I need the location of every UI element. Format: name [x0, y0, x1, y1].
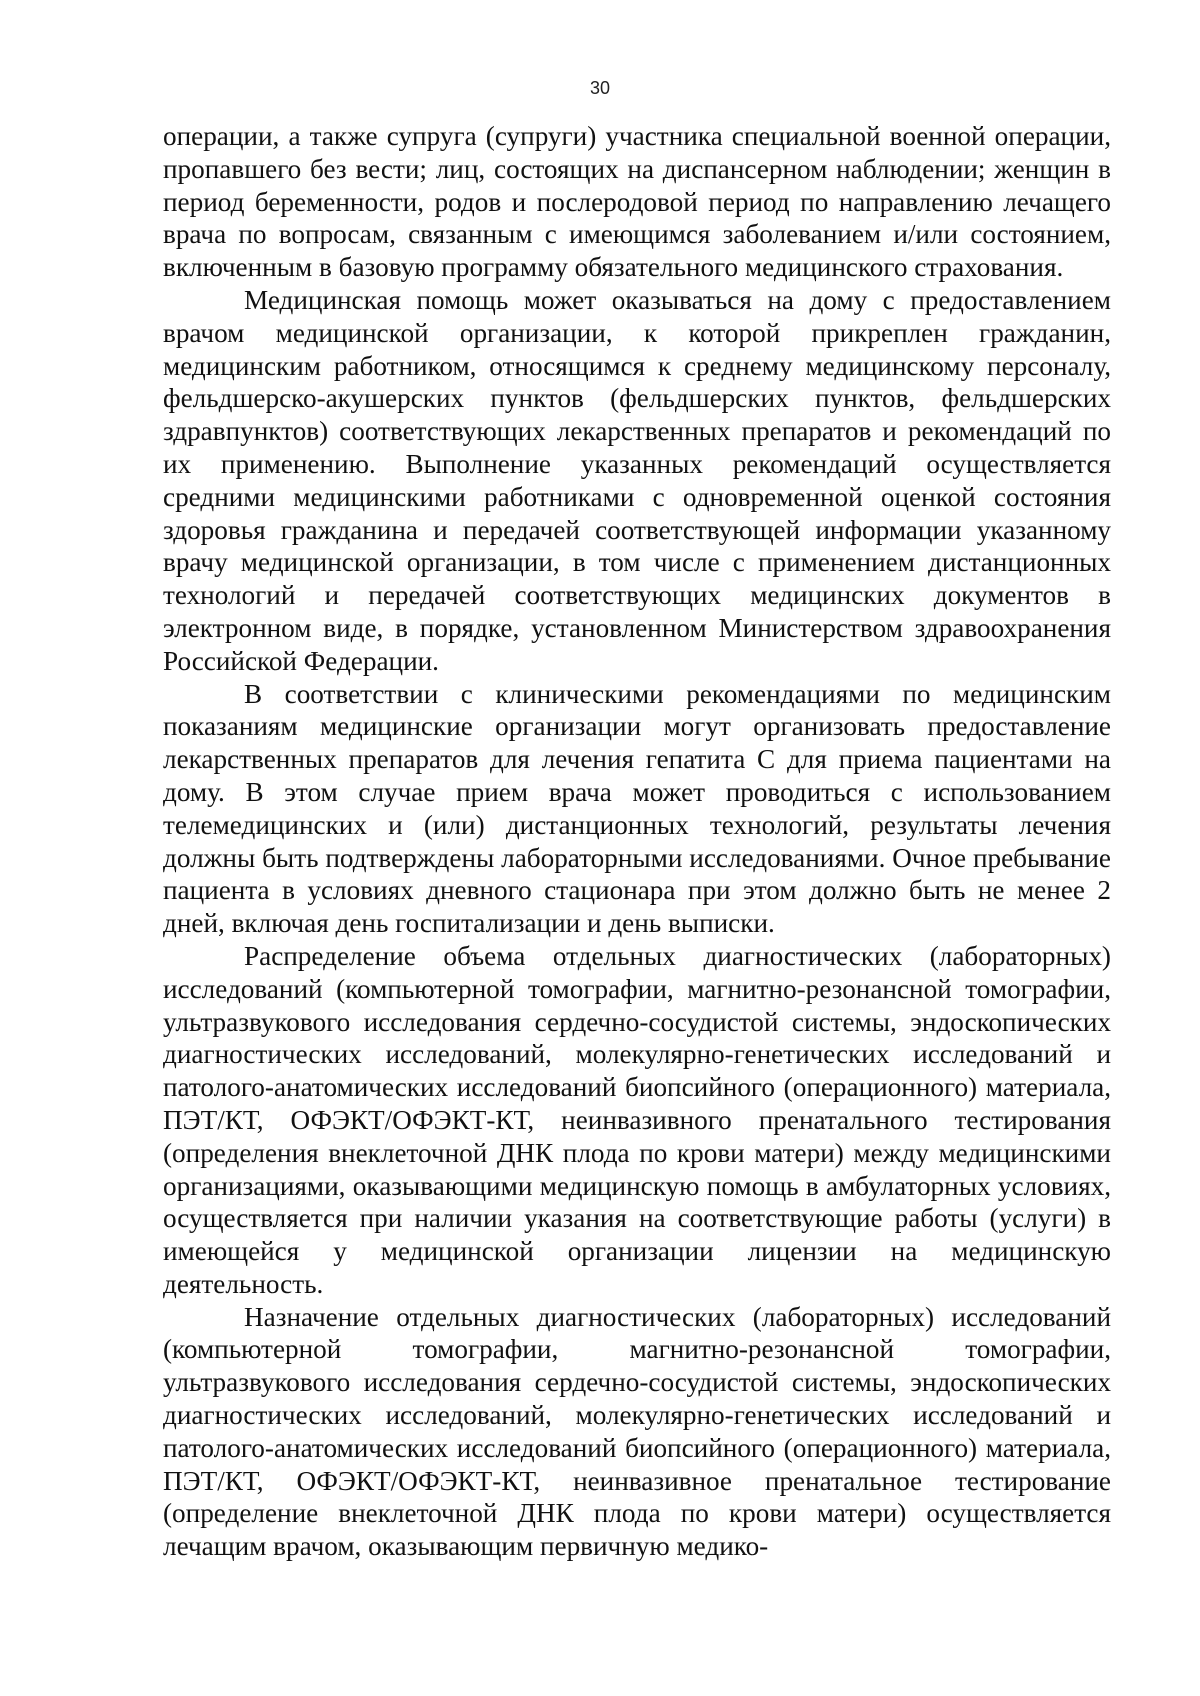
paragraph-prescription: Назначение отдельных диагностических (лабораторных) исследований (компьютерной томографии, магнитно-резонансной томографии, ультразвукового исследования сердечно-сосудистой системы, эндоскопических диагностических исследований, молекулярно-генетических исследований и патолого-анатомических исследований биопсийного (операционного) материала, ПЭТ/КТ, ОФЭКТ/ОФЭКТ-КТ, неинвазивное пренатальное тестирование (определение внеклеточной ДНК плода по крови матери) осуществляется лечащим врачом, оказывающим первичную медико-: [163, 1301, 1111, 1562]
paragraph-home-care: Медицинская помощь может оказываться на дому с предоставлением врачом медицинской организации, к которой прикреплен гражданин, медицинским работником, относящимся к среднему медицинскому персоналу, фельдшерско-акушерских пунктов (фельдшерских пунктов, фельдшерских здравпунктов) соответствующих лекарственных препаратов и рекомендаций по их применению. Выполнение указанных рекомендаций осуществляется средними медицинскими работниками с одновременной оценкой состояния здоровья гражданина и передачей соответствующей информации указанному врачу медицинской организации, в том числе с применением дистанционных технологий и передачей соответствующих медицинских документов в электронном виде, в порядке, установленном Министерством здравоохранения Российской Федерации.: [163, 284, 1111, 676]
document-body: [163, 120, 1111, 1563]
paragraph-hepatitis-c: В соответствии с клиническими рекомендациями по медицинским показаниям медицинские организации могут организовать предоставление лекарственных препаратов для лечения гепатита С для приема пациентами на дому. В этом случае прием врача может проводиться с использованием телемедицинских и (или) дистанционных технологий, результаты лечения должны быть подтверждены лабораторными исследованиями. Очное пребывание пациента в условиях дневного стационара при этом должно быть не менее 2 дней, включая день госпитализации и день выписки.: [163, 678, 1111, 939]
paragraph-distribution: Распределение объема отдельных диагностических (лабораторных) исследований (компьютерной томографии, магнитно-резонансной томографии, ультразвукового исследования сердечно-сосудистой системы, эндоскопических диагностических исследований, молекулярно-генетических исследований и патолого-анатомических исследований биопсийного (операционного) материала, ПЭТ/КТ, ОФЭКТ/ОФЭКТ-КТ, неинвазивного пренатального тестирования (определения внеклеточной ДНК плода по крови матери) между медицинскими организациями, оказывающими медицинскую помощь в амбулаторных условиях, осуществляется при наличии указания на соответствующие работы (услуги) в имеющейся у медицинской организации лицензии на медицинскую деятельность.: [163, 940, 1111, 1299]
paragraph-continuation: операции, а также супруга (супруги) участника специальной военной операции, пропавшего без вести; лиц, состоящих на диспансерном наблюдении; женщин в период беременности, родов и послеродовой период по направлению лечащего врача по вопросам, связанным с имеющимся заболеванием и/или состоянием, включенным в базовую программу обязательного медицинского страхования.: [163, 121, 1111, 283]
page-number: 30: [589, 78, 611, 98]
